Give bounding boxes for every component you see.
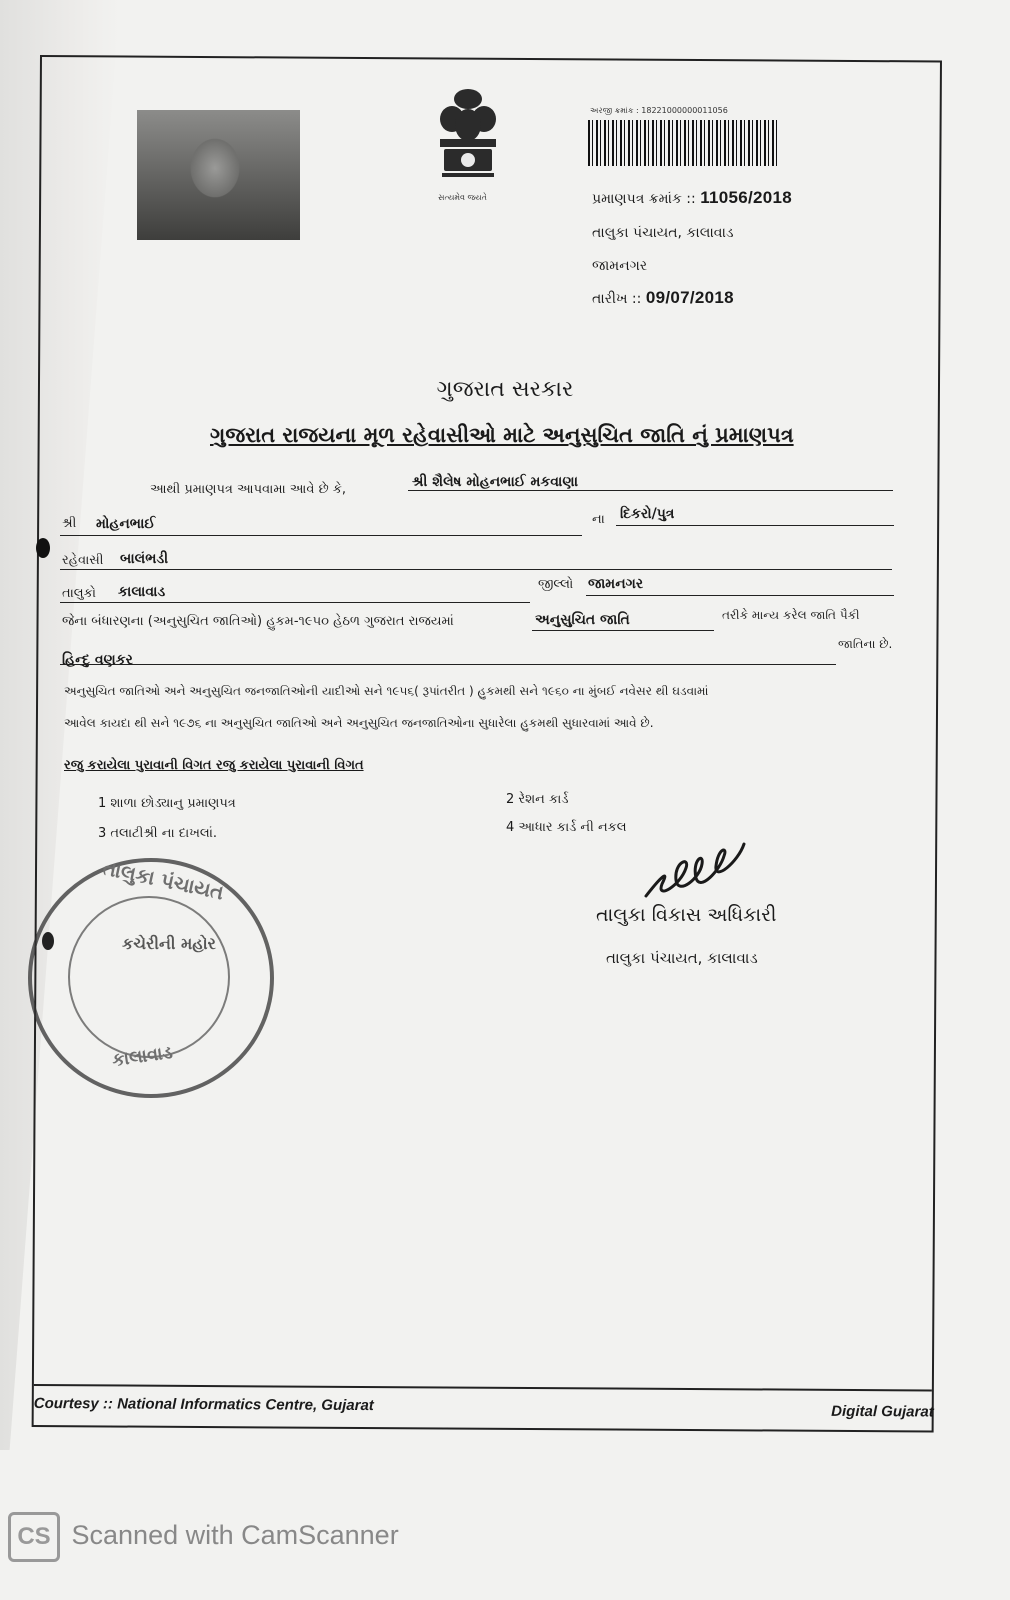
holder-name-line xyxy=(408,490,893,491)
taluka-line xyxy=(60,602,530,603)
punch-hole xyxy=(36,538,50,558)
resident-line xyxy=(60,569,892,570)
barcode xyxy=(588,120,780,166)
resident-label: રહેવાસી xyxy=(62,553,104,568)
father-name: મોહનભાઈ xyxy=(96,516,156,532)
order-paragraph-2: આવેલ કાયદા થી સને ૧૯૭૬ ના અનુસુચિત જાતિઓ અને અનુસુચિત જનજાતિઓના સુધારેલા હુકમથી સુધારવામાં આવે છે. xyxy=(64,716,654,730)
camscanner-watermark xyxy=(8,1512,399,1562)
issue-date-value: 09/07/2018 xyxy=(645,288,734,307)
issuing-district: જામનગર xyxy=(592,258,648,274)
relation-value: દિકરો/પુત્ર xyxy=(620,506,675,522)
issue-date xyxy=(592,288,734,308)
applicant-photo xyxy=(137,110,300,240)
evidence-item: 2 રેશન કાર્ડ xyxy=(506,792,569,807)
certificate-number xyxy=(592,188,792,208)
footer-courtesy: Courtesy :: National Informatics Centre, Gujarat xyxy=(33,1394,374,1415)
relation-line xyxy=(616,525,894,526)
district-value: જામનગર xyxy=(588,576,644,592)
caste-suffix: જાતિના છે. xyxy=(838,637,893,651)
father-name-line xyxy=(60,535,582,536)
barcode-text: અરજી ક્રમાંક : 18221000000011056 xyxy=(590,106,728,115)
footer-divider xyxy=(34,1384,932,1391)
district-line xyxy=(586,595,894,596)
taluka-label: તાલુકો xyxy=(62,586,97,601)
camscanner-logo-icon: CS xyxy=(8,1512,60,1562)
evidence-item: 3 તલાટીશ્રી ના દાખલાં. xyxy=(98,826,218,841)
issuing-office: તાલુકા પંચાયત, કાલાવાડ xyxy=(592,225,734,241)
camscanner-text: Scanned with CamScanner xyxy=(71,1520,399,1551)
seal-ring-bottom: કાલાવાડ xyxy=(110,1041,174,1072)
office-seal-inner-ring xyxy=(68,896,230,1058)
taluka-value: કાલાવાડ xyxy=(118,584,166,600)
holder-name: શ્રી શૈલેષ મોહનભાઈ મકવાણા xyxy=(412,474,579,490)
recognized-text: તરીકે માન્ય કરેલ જાતિ પૈકી xyxy=(722,608,860,622)
evidence-heading: રજુ કરાયેલા પુરાવાની વિગત રજુ કરાયેલા પુરાવાની વિગત xyxy=(64,758,364,773)
certificate-frame xyxy=(32,55,942,1432)
national-emblem-icon xyxy=(428,85,508,195)
signatory-office: તાલુકા પંચાયત, કાલાવાડ xyxy=(606,949,758,967)
relation-label: ના xyxy=(592,512,605,527)
seal-ring-top: તાલુકા પંચાયત xyxy=(100,855,226,905)
caste-line xyxy=(60,664,836,665)
issue-date-label: તારીખ :: xyxy=(592,291,642,307)
footer-brand: Digital Gujarat xyxy=(831,1402,934,1421)
evidence-item: 1 શાળા છોડ્યાનુ પ્રમાણપત્ર xyxy=(98,796,236,811)
punch-hole xyxy=(42,932,54,950)
category-line xyxy=(532,630,714,631)
certificate-number-value: 11056/2018 xyxy=(700,188,793,207)
resident-value: બાલંભડી xyxy=(120,551,169,567)
government-title: ગુજરાત સરકાર xyxy=(436,377,574,402)
seal-label: કચેરીની મહોર xyxy=(122,934,216,953)
certificate-title: ગુજરાત રાજયના મૂળ રહેવાસીઓ માટે અનુસુચિત જાતિ નું પ્રમાણપત્ર xyxy=(210,423,794,447)
intro-text: આથી પ્રમાણપત્ર આપવામા આવે છે કે, xyxy=(150,482,347,497)
order-paragraph-1: અનુસુચિત જાતિઓ અને અનુસુચિત જનજાતિઓની યાદીઓ સને ૧૯૫૬( રૂપાંતરીત ) હુકમથી સને ૧૯૬૦ ના મુંબઈ નવેસર થી ઘડવામાં xyxy=(64,684,709,698)
father-label: શ્રી xyxy=(62,516,77,531)
category-value: અનુસુચિત જાતિ xyxy=(535,612,630,628)
office-seal xyxy=(28,855,274,1098)
caste-value: હિન્દુ વણકર xyxy=(62,652,133,668)
order-text: જેના બંધારણના (અનુસુચિત જાતિઓ) હુકમ-૧૯૫૦ હેઠળ ગુજરાત રાજયમાં xyxy=(62,614,454,629)
district-label: જીલ્લો xyxy=(538,577,574,592)
emblem-motto: સત્યમેવ જયતે xyxy=(438,193,487,202)
officer-signature xyxy=(640,838,750,904)
certificate-number-label: પ્રમાણપત્ર ક્રમાંક :: xyxy=(592,191,696,207)
signatory-designation: તાલુકા વિકાસ અધિકારી xyxy=(596,904,777,926)
evidence-item: 4 આધાર કાર્ડ ની નકલ xyxy=(506,820,627,835)
